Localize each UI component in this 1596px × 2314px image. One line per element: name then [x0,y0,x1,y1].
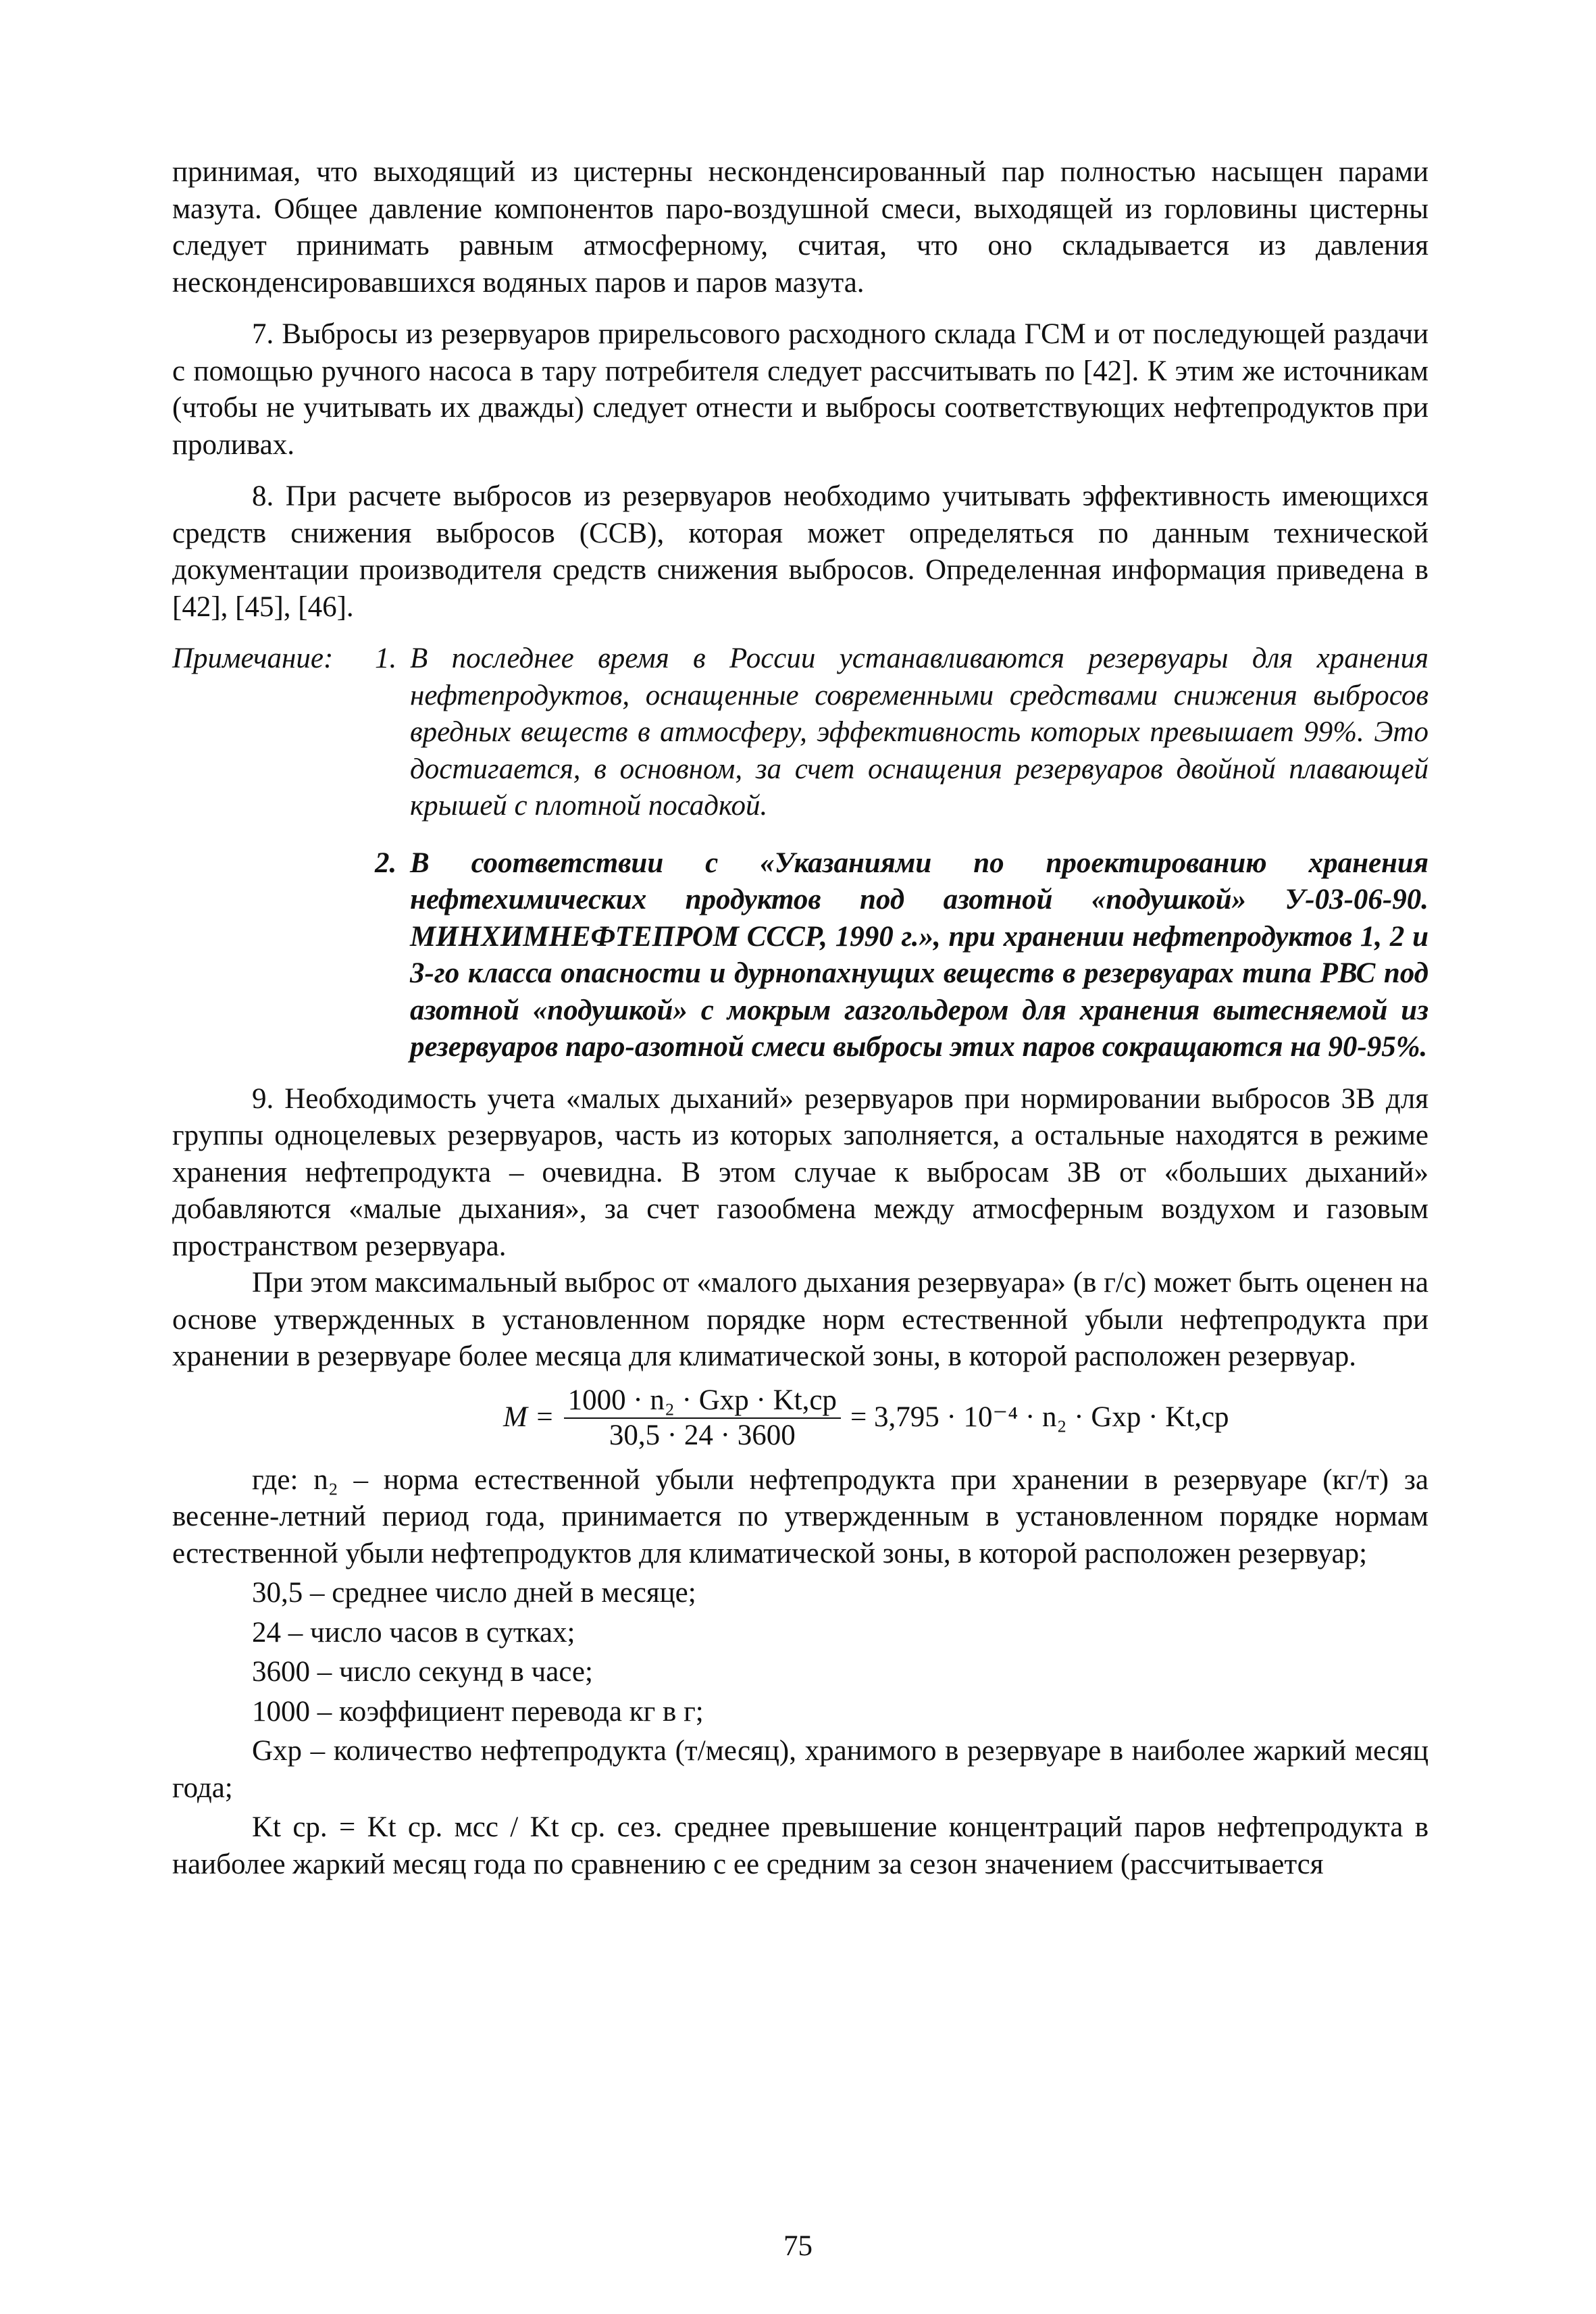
formula [503,1384,1428,1453]
formula-denominator: 30,5 · 24 · 3600 [609,1419,796,1451]
formula-fraction [564,1384,841,1453]
formula-rhs: = 3,795 · 10⁻⁴ · n₂ · Gхр · Kt,ср [850,1401,1229,1434]
note-body [375,640,1428,1066]
list-item: 24 – число часов в сутках; [252,1616,575,1649]
paragraph-continued: принимая, что выходящий из цистерны несконденсированный пар полностью насыщен парами мазута. Общее давление компонентов паро-воздушной смеси, выходящей из горловины цистерны следует принимать равным атмосферному, считая, что оно складывается из давления несконденсировавшихся водяных паров и паров мазута. [172,156,1428,299]
note-number: 1. [375,643,397,674]
paragraph-7: 7. Выбросы из резервуаров прирельсового расходного склада ГСМ и от последующей раздачи с помощью ручного насоса в тару потребителя следует рассчитывать по [42]. К этим же источникам (чтобы не учитывать их дважды) следует отнести и выбросы соответствующих нефтепродуктов при проливах. [172,318,1428,461]
list-item: 1000 – коэффициент перевода кг в г; [252,1695,704,1728]
note-text: В соответствии с «Указаниями по проектированию хранения нефтехимических продуктов под азотной «подушкой» У-03-06-90. МИНХИМНЕФТЕПРОМ СССР, 1990 г.», при хранении нефтепродуктов 1, 2 и 3-го класса опасности и дурнопахнущих веществ в резервуарах типа РВС под азотной «подушкой» с мокрым газгольдером для хранения вытесняемой из резервуаров паро-азотной смеси выбросы этих паров сокращаются на 90-95%. [410,847,1428,1063]
note-block [172,640,1428,1066]
paragraph-8: 8. При расчете выбросов из резервуаров необходимо учитывать эффективность имеющихся средств снижения выбросов (ССВ), которая может определяться по данным технической документации производителя средств снижения выбросов. Определенная информация приведена в [42], [45], [46]. [172,480,1428,623]
list-item: 3600 – число секунд в часе; [252,1656,593,1688]
note-item-2 [375,845,1428,1066]
note-number: 2. [375,847,397,879]
where-n2: где: n₂ – норма естественной убыли нефтепродукта при хранении в резервуаре (кг/т) за весенне-летний период года, принимается по утвержденным в установленном порядке нормам естественной убыли нефтепродуктов для климатической зоны, в которой расположен резервуар; [172,1463,1428,1569]
note-text: В последнее время в России устанавливаются резервуары для хранения нефтепродуктов, оснащенные современными средствами снижения выбросов вредных веществ в атмосферу, эффективность которых превышает 99%. Это достигается, в основном, за счет оснащения резервуаров двойной плавающей крышей с плотной посадкой. [410,643,1428,822]
formula-lhs: M = [503,1401,555,1434]
document-page [172,154,1428,1883]
paragraph-9: 9. Необходимость учета «малых дыханий» резервуаров при нормировании выбросов ЗВ для группы одноцелевых резервуаров, часть из которых заполняется, а остальные находятся в режиме хранения нефтепродукта – очевидна. В этом случае к выбросам ЗВ от «больших дыханий» добавляются «малые дыхания», за счет газообмена между атмосферным воздухом и газовым пространством резервуара. [172,1082,1428,1262]
note-label: Примечание: [172,643,334,674]
paragraph-10: При этом максимальный выброс от «малого дыхания резервуара» (в г/с) может быть оценен на основе утвержденных в установленном порядке норм естественной убыли нефтепродукта при хранении в резервуаре более месяца для климатической зоны, в которой расположен резервуар. [172,1267,1428,1372]
where-gxp: Gхр – количество нефтепродукта (т/месяц), хранимого в резервуаре в наиболее жаркий месяц года; [172,1735,1428,1804]
note-item-1 [375,640,1428,825]
page-number: 75 [783,2230,813,2262]
list-item: 30,5 – среднее число дней в месяце; [252,1577,696,1609]
where-kt: Kt ср. = Kt ср. мсс / Kt ср. сез. среднее превышение концентраций паров нефтепродукта в наиболее жаркий месяц года по сравнению с ее средним за сезон значением (рассчитывается [172,1811,1428,1880]
formula-numerator: 1000 · n₂ · Gхр · Kt,ср [564,1384,841,1419]
